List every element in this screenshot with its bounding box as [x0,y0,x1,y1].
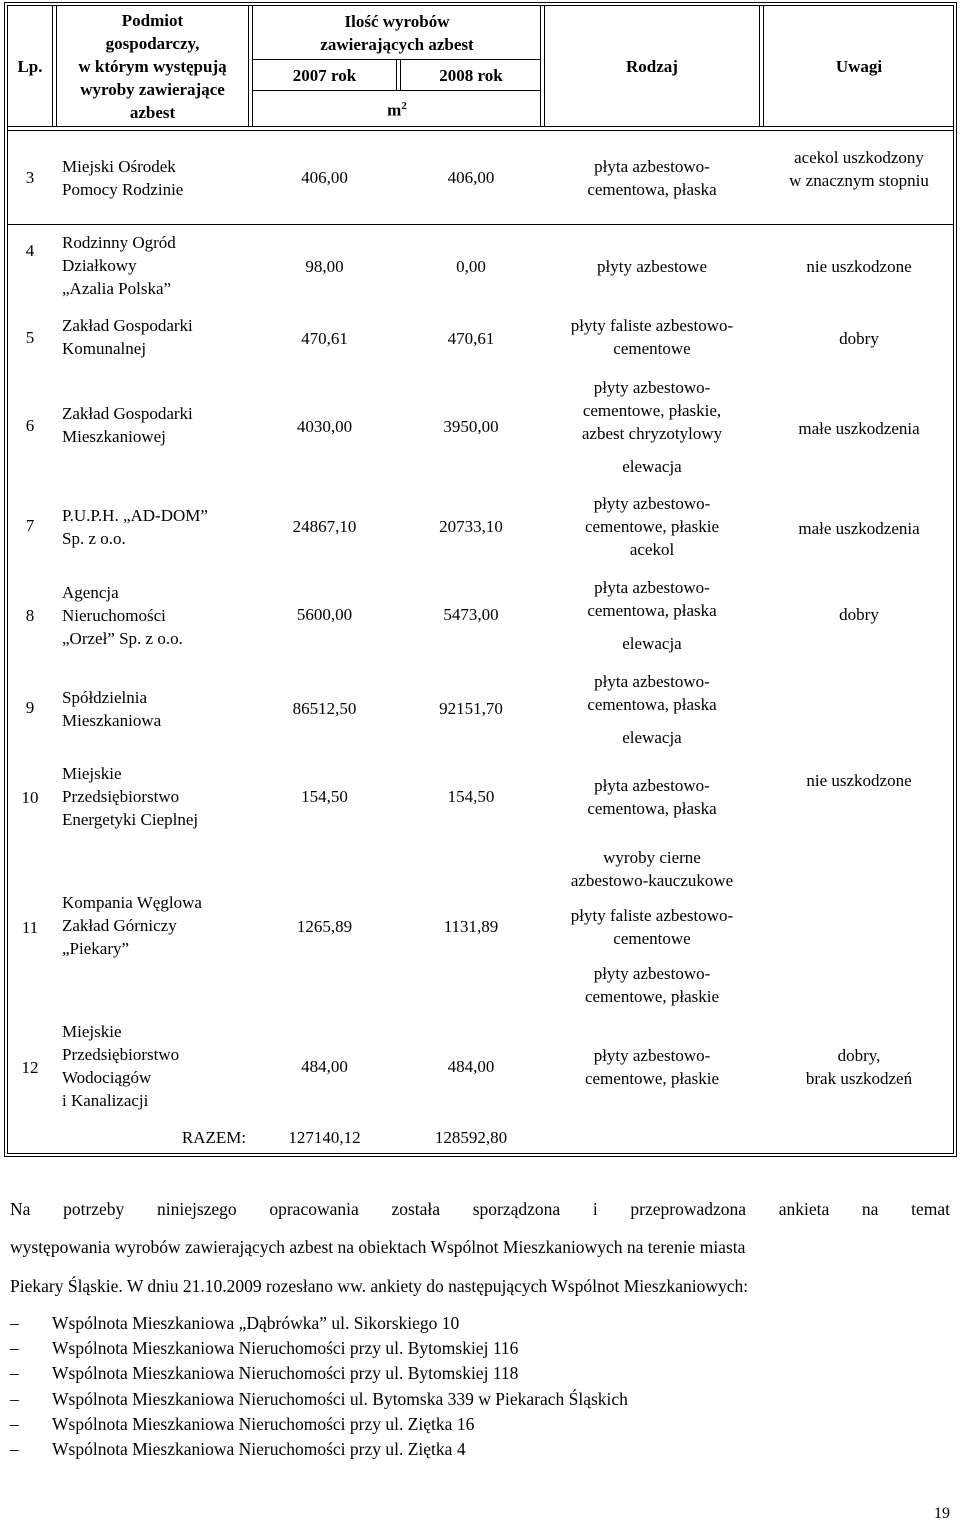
paragraph-line-1: Na potrzeby niniejszego opracowania została sporządzona i przeprowadzona ankieta na temat [10,1199,950,1219]
header-ilosc: Ilość wyrobów zawierających azbest [320,12,474,54]
row9-lp: 9 [25,697,35,717]
paragraph-line-2: występowania wyrobów zawierających azbest na obiektach Wspólnot Mieszkaniowych na terenie miasta [10,1237,746,1257]
row5-lp: 5 [25,327,35,347]
row7-rodzaj: płyty azbestowo- cementowe, płaskie acekol [584,493,720,559]
row12-2007: 484,00 [301,1056,348,1076]
row5-rodzaj: płyty faliste azbestowo- cementowe [570,316,734,358]
paragraph-line-3: Piekary Śląskie. W dniu 21.10.2009 rozesłano ww. ankiety do następujących Wspólnot Mieszkaniowych: [10,1276,749,1296]
list-item: – Wspólnota Mieszkaniowa Nieruchomości ul. Bytomska 339 w Piekarach Śląskich [10,1389,628,1409]
list-item: – Wspólnota Mieszkaniowa „Dąbrówka” ul. Sikorskiego 10 [10,1313,460,1333]
row4-uwagi: nie uszkodzone [806,256,912,276]
row12-2008: 484,00 [447,1056,495,1076]
row4-2008: 0,00 [456,256,486,276]
row7-lp: 7 [25,515,35,535]
row11-rodzaj: wyroby cierne azbestowo-kauczukowe płyty faliste azbestowo- cementowe płyty azbestowo- cementowe, płaskie [570,848,734,1006]
row9-2008: 92151,70 [439,698,503,718]
row3-lp: 3 [25,168,35,187]
list-item: – Wspólnota Mieszkaniowa Nieruchomości przy ul. Bytomskiej 116 [10,1338,519,1358]
row9-podmiot: Spółdzielnia Mieszkaniowa [62,688,162,730]
row10-2007: 154,50 [301,786,348,806]
row8-2008: 5473,00 [443,604,499,624]
row4-podmiot: Rodzinny Ogród Działkowy „Azalia Polska” [62,232,176,298]
total-2008: 128592,80 [434,1127,508,1147]
row8-uwagi: dobry [839,604,879,624]
total-2007: 127140,12 [288,1127,361,1147]
row9-2007: 86512,50 [292,698,357,718]
row6-podmiot: Zakład Gospodarki Mieszkaniowej [62,404,193,446]
header-2008: 2008 rok [439,65,503,85]
row8-2007: 5600,00 [296,604,353,624]
total-label: RAZEM: [181,1127,247,1147]
row10-rodzaj: płyta azbestowo- cementowa, płaska [587,776,717,818]
row4-rodzaj: płyty azbestowe [597,256,707,276]
row3-2007: 406,00 [301,168,348,187]
row12-lp: 12 [21,1057,39,1077]
header-uwagi: Uwagi [835,56,883,76]
row7-podmiot: P.U.P.H. „AD-DOM” Sp. z o.o. [62,506,208,548]
row5-2007: 470,61 [301,328,348,348]
row12-rodzaj: płyty azbestowo- cementowe, płaskie [584,1046,720,1088]
row7-2008: 20733,10 [439,516,503,536]
row11-2008: 1131,89 [443,916,499,936]
row9-rodzaj: płyta azbestowo- cementowa, płaska elewacja [587,671,717,747]
row10-lp: 10 [21,787,39,807]
row3-podmiot: Miejski Ośrodek Pomocy Rodzinie [62,156,184,199]
row3-uwagi: acekol uszkodzony w znacznym stopniu [789,147,929,190]
list-item: – Wspólnota Mieszkaniowa Nieruchomości przy ul. Bytomskiej 118 [10,1363,519,1383]
header-lp: Lp. [17,56,43,76]
header-rodzaj: Rodzaj [626,56,678,76]
header-unit: $m^2$ [387,100,407,120]
row7-2007: 24867,10 [292,516,357,536]
asbestos-table [4,2,957,1157]
row5-uwagi: dobry [839,328,879,348]
list-item: – Wspólnota Mieszkaniowa Nieruchomości przy ul. Ziętka 4 [10,1439,466,1459]
row11-podmiot: Kompania Węglowa Zakład Górniczy „Piekary” [62,892,202,958]
row6-2008: 3950,00 [443,416,499,436]
row3-2008: 406,00 [447,168,495,187]
header-2007: 2007 rok [292,65,357,85]
row10-2008: 154,50 [447,786,495,806]
row4-2007: 98,00 [305,256,344,276]
row8-lp: 8 [25,605,35,625]
row6-2007: 4030,00 [296,416,353,436]
page-number: 19 [934,1505,950,1522]
row12-podmiot: Miejskie Przedsiębiorstwo Wodociągów i Kanalizacji [62,1022,180,1110]
row8-podmiot: Agencja Nieruchomości „Orzeł” Sp. z o.o. [62,582,183,648]
list-item: – Wspólnota Mieszkaniowa Nieruchomości przy ul. Ziętka 16 [10,1414,475,1434]
row4-lp: 4 [25,240,35,260]
header-podmiot: Podmiot gospodarczy, w którym występują wyroby zawierające azbest [78,10,227,122]
row11-2007: 1265,89 [296,916,353,936]
row5-2008: 470,61 [447,328,495,348]
row12-uwagi: dobry, brak uszkodzeń [805,1046,913,1088]
row6-lp: 6 [25,415,35,435]
row10-uwagi: nie uszkodzone [806,770,912,790]
row3-rodzaj: płyta azbestowo- cementowa, płaska [587,156,717,199]
row5-podmiot: Zakład Gospodarki Komunalnej [62,316,193,358]
row11-lp: 11 [21,917,39,937]
row10-podmiot: Miejskie Przedsiębiorstwo Energetyki Cieplnej [62,763,199,829]
row6-rodzaj: płyty azbestowo- cementowe, płaskie, azbest chryzotylowy elewacja [581,378,723,476]
row6-uwagi: małe uszkodzenia [798,418,920,438]
row7-uwagi: małe uszkodzenia [798,518,920,538]
row8-rodzaj: płyta azbestowo- cementowa, płaska elewacja [587,577,717,653]
